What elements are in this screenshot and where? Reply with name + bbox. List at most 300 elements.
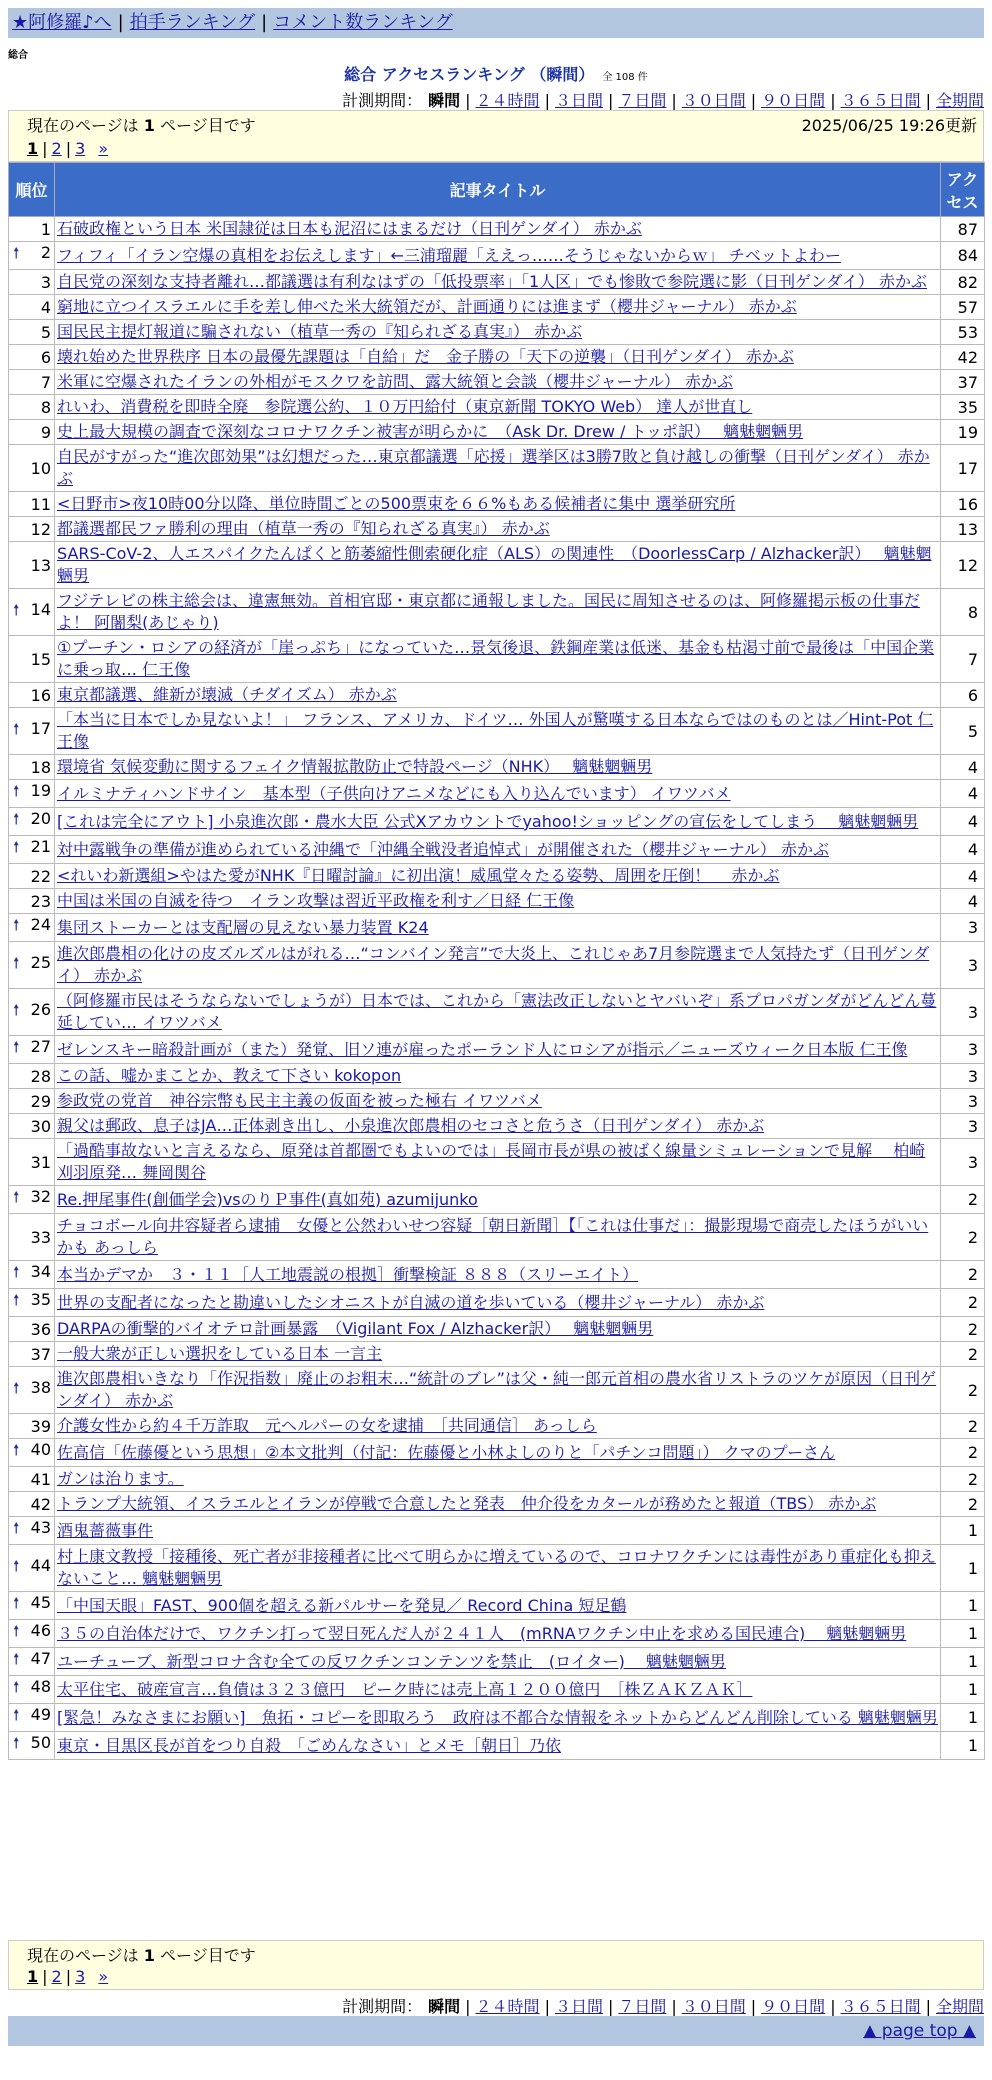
- table-row: [9, 1139, 985, 1186]
- title-cell: [55, 1732, 941, 1760]
- access-count: 57: [941, 295, 985, 320]
- category-label: 総合: [8, 50, 28, 61]
- current-page-number: 1: [27, 139, 39, 158]
- title-cell: [55, 1492, 941, 1517]
- table-row: [9, 914, 985, 942]
- article-link[interactable]: イルミナティハンドサイン 基本型（子供向けアニメなどにも入り込んでいます） イワツバメ: [57, 783, 731, 803]
- article-link[interactable]: Re.押尾事件(創価学会)vsのりＰ事件(真如苑) azumijunko: [57, 1189, 478, 1209]
- title-cell: [55, 1289, 941, 1317]
- arrow-up-icon: 🠕: [13, 1594, 20, 1612]
- rank-number: 8: [40, 397, 51, 417]
- arrow-up-icon: 🠕: [13, 1556, 20, 1575]
- table-row: [9, 1592, 985, 1620]
- access-count: 4: [941, 808, 985, 836]
- title-cell: [55, 989, 941, 1036]
- access-count: 1: [941, 1648, 985, 1676]
- arrow-up-icon: 🠕: [13, 1519, 20, 1537]
- rank-number: 28: [30, 1066, 51, 1086]
- rank-number: 5: [40, 322, 51, 342]
- rank-number: 23: [30, 891, 51, 911]
- clap-ranking-link[interactable]: 拍手ランキング: [129, 12, 256, 33]
- article-link[interactable]: 対中露戦争の準備が進められている沖縄で「沖縄全戦没者追悼式」が開催された（櫻井ジャーナル） 赤かぶ: [57, 839, 829, 859]
- table-row: [9, 1186, 985, 1214]
- title-cell: [55, 445, 941, 492]
- access-count: 1: [941, 1592, 985, 1620]
- title-cell: [55, 395, 941, 420]
- article-link[interactable]: 自民党の深刻な支持者離れ…都議選は有利なはずの「低投票率」「1人区」でも惨敗で参院選に影（日刊ゲンダイ） 赤かぶ: [57, 272, 927, 291]
- title-cell: [55, 1064, 941, 1089]
- rank-cell: [9, 320, 55, 345]
- rank-cell: [9, 270, 55, 295]
- title-cell: [55, 755, 941, 780]
- article-link[interactable]: （阿修羅市民はそうならないでしょうが）日本では、これから「憲法改正しないとヤバいぞ」系プロパガンダがどんどん蔓延してい… イワツバメ: [57, 991, 937, 1032]
- rank-cell: [9, 1186, 55, 1214]
- rank-number: 48: [30, 1677, 51, 1696]
- table-row: [9, 636, 985, 683]
- article-link[interactable]: 酒鬼薔薇事件: [57, 1520, 154, 1540]
- access-count: 3: [941, 914, 985, 942]
- table-row: [9, 780, 985, 808]
- access-count: 3: [941, 1139, 985, 1186]
- access-count: 87: [941, 217, 985, 242]
- article-link[interactable]: 「過酷事故ないと言えるなら、原発は首都圏でもよいのでは」長岡市長が県の被ばく線量シミュレーションで見解 柏崎刈羽原発… 舞岡関谷: [57, 1141, 926, 1182]
- access-count: 82: [941, 270, 985, 295]
- access-count: 3: [941, 1114, 985, 1139]
- rank-cell: [9, 517, 55, 542]
- article-link[interactable]: <日野市>夜10時00分以降、単位時間ごとの500票束を６６%もある候補者に集中 選挙研究所: [57, 494, 736, 513]
- table-row: [9, 836, 985, 864]
- access-count: 2: [941, 1261, 985, 1289]
- table-row: [9, 1492, 985, 1517]
- table-row: [9, 1545, 985, 1592]
- access-count: 4: [941, 836, 985, 864]
- separator: |: [671, 1997, 677, 2016]
- title-cell: [55, 1036, 941, 1064]
- rank-number: 6: [40, 347, 51, 367]
- access-count: 53: [941, 320, 985, 345]
- article-link[interactable]: 佐高信「佐藤優という思想」②本文批判（付記：佐藤優と小林よしのりと「パチンコ問題」） クマのプーさん: [57, 1442, 836, 1462]
- title-cell: [55, 1317, 941, 1342]
- access-count: 2: [941, 1492, 985, 1517]
- rank-cell: [9, 942, 55, 989]
- next-page-link[interactable]: »: [98, 1967, 109, 1986]
- separator: |: [830, 1997, 836, 2016]
- article-link[interactable]: DARPAの衝撃的バイオテロ計画暴露 （Vigilant Fox / Alzhacker訳） 魑魅魍魎男: [57, 1319, 654, 1338]
- rank-cell: [9, 1317, 55, 1342]
- rank-cell: [9, 708, 55, 755]
- access-count: 2: [941, 1289, 985, 1317]
- rank-number: 17: [30, 718, 51, 738]
- current-page-text: 現在のページは 1 ページ目です: [27, 1946, 256, 1965]
- table-row: [9, 1289, 985, 1317]
- rank-number: 13: [30, 555, 51, 575]
- page-link[interactable]: 3: [75, 1967, 86, 1986]
- rank-number: 14: [30, 599, 51, 619]
- article-link[interactable]: れいわ、消費税を即時全廃 参院選公約、１０万円給付（東京新聞 TOKYO Web） 達人が世直し: [57, 397, 753, 416]
- title-cell: [55, 942, 941, 989]
- rank-number: 45: [30, 1593, 51, 1612]
- title-cell: [55, 1414, 941, 1439]
- period-option[interactable]: ３６５日間: [840, 91, 921, 110]
- access-count: 2: [941, 1467, 985, 1492]
- rank-cell: [9, 914, 55, 942]
- title-cell: [55, 1214, 941, 1261]
- page-link[interactable]: 3: [75, 139, 86, 158]
- table-header-row: [9, 163, 985, 217]
- rank-cell: [9, 492, 55, 517]
- period-option[interactable]: ２４時間: [475, 1997, 540, 2016]
- access-count: 2: [941, 1342, 985, 1367]
- table-row: [9, 864, 985, 889]
- ranking-title: 総合 アクセスランキング （瞬間）: [344, 65, 595, 84]
- access-count: 1: [941, 1704, 985, 1732]
- article-link[interactable]: 石破政権という日本 米国隷従は日本も泥沼にはまるだけ（日刊ゲンダイ） 赤かぶ: [57, 219, 642, 238]
- table-row: [9, 989, 985, 1036]
- title-cell: [55, 1139, 941, 1186]
- article-link[interactable]: 東京・目黒区長が首をつり自殺 「ごめんなさい」とメモ［朝日］乃依: [57, 1735, 562, 1755]
- separator: |: [65, 1967, 72, 1986]
- arrow-up-icon: 🠕: [13, 244, 20, 262]
- article-link[interactable]: 世界の支配者になったと勘違いしたシオニストが自滅の道を歩いている（櫻井ジャーナル） 赤かぶ: [57, 1292, 765, 1312]
- period-option[interactable]: ２４時間: [475, 91, 540, 110]
- rank-number: 1: [40, 219, 51, 239]
- page-top-link[interactable]: ▲ page top ▲: [863, 2021, 976, 2041]
- title-cell: [55, 1620, 941, 1648]
- article-link[interactable]: [これは完全にアウト] 小泉進次郎・農水大臣 公式Xアカウントでyahoo!ショッピングの宣伝をしてしまう 魑魅魍魎男: [57, 811, 919, 831]
- article-link[interactable]: 壊れ始めた世界秩序 日本の最優先課題は「自給」だ 金子勝の「天下の逆襲」（日刊ゲンダイ） 赤かぶ: [57, 347, 794, 366]
- article-link[interactable]: 親父は郵政、息子はJA…正体剥き出し、小泉進次郎農相のセコさと危うさ（日刊ゲンダイ） 赤かぶ: [57, 1116, 765, 1135]
- table-row: [9, 1114, 985, 1139]
- rank-number: 21: [30, 837, 51, 856]
- article-link[interactable]: <れいわ新選組>やはた愛がNHK『日曜討論』に初出演！威風堂々たる姿勢、周囲を圧倒！ 赤かぶ: [57, 866, 780, 885]
- rank-number: 25: [30, 952, 51, 972]
- rank-number: 31: [30, 1152, 51, 1172]
- rank-cell: [9, 1261, 55, 1289]
- table-row: [9, 270, 985, 295]
- separator: |: [830, 91, 836, 110]
- separator: |: [117, 12, 124, 33]
- article-link[interactable]: この話、嘘かまことか、教えて下さい kokopon: [57, 1066, 402, 1085]
- rank-number: 29: [30, 1091, 51, 1111]
- rank-cell: [9, 370, 55, 395]
- table-row: [9, 1467, 985, 1492]
- arrow-up-icon: 🠕: [13, 1734, 20, 1752]
- rank-cell: [9, 1704, 55, 1732]
- access-count: 1: [941, 1517, 985, 1545]
- table-row: [9, 242, 985, 270]
- article-link[interactable]: ３５の自治体だけで、ワクチン打って翌日死んだ人が２４１人 (mRNAワクチン中止を求める国民連合) 魑魅魍魎男: [57, 1623, 907, 1643]
- rank-cell: [9, 395, 55, 420]
- rank-number: 39: [30, 1416, 51, 1436]
- period-option[interactable]: ９０日間: [761, 1997, 826, 2016]
- period-option[interactable]: ３０日間: [681, 91, 746, 110]
- period-option[interactable]: ７日間: [618, 91, 667, 110]
- title-cell: [55, 1261, 941, 1289]
- rank-cell: [9, 1139, 55, 1186]
- article-link[interactable]: チョコボール向井容疑者ら逮捕 女優と公然わいせつ容疑［朝日新聞］【「これは仕事だ」：撮影現場で商売したほうがいいかも あっしら: [57, 1216, 929, 1257]
- table-row: [9, 395, 985, 420]
- article-link[interactable]: 国民民主提灯報道に騙されない（植草一秀の『知られざる真実』） 赤かぶ: [57, 322, 583, 341]
- rank-cell: [9, 683, 55, 708]
- arrow-up-icon: 🠕: [13, 1000, 20, 1019]
- title-cell: [55, 808, 941, 836]
- access-count: 8: [941, 589, 985, 636]
- rank-number: 49: [30, 1705, 51, 1724]
- rank-number: 15: [30, 649, 51, 669]
- article-link[interactable]: ゼレンスキー暗殺計画が（また）発覚、旧ソ連が雇ったポーランド人にロシアが指示／ニューズウィーク日本版 仁王像: [57, 1039, 908, 1059]
- article-link[interactable]: 参政党の党首 神谷宗幣も民主主義の仮面を被った極右 イワツバメ: [57, 1091, 542, 1110]
- title-cell: [55, 1439, 941, 1467]
- rank-cell: [9, 1414, 55, 1439]
- table-row: [9, 1342, 985, 1367]
- access-count: 3: [941, 989, 985, 1036]
- table-row: [9, 295, 985, 320]
- title-cell: [55, 217, 941, 242]
- article-link[interactable]: フジテレビの株主総会は、違憲無効。首相官邸・東京都に通報しました。国民に周知させるのは、阿修羅掲示板の仕事だよ！ 阿闍梨(あじゃり): [57, 591, 921, 632]
- page-link[interactable]: 2: [51, 1967, 62, 1986]
- table-row: [9, 1089, 985, 1114]
- rank-number: 44: [30, 1555, 51, 1575]
- article-link[interactable]: 史上最大規模の調査で深刻なコロナワクチン被害が明らかに （Ask Dr. Drew / トッポ訳） 魑魅魍魎男: [57, 422, 804, 441]
- access-count: 12: [941, 542, 985, 589]
- table-row: [9, 420, 985, 445]
- separator: |: [607, 91, 614, 110]
- rank-number: 11: [30, 494, 51, 514]
- article-link[interactable]: ユーチューブ、新型コロナ含む全ての反ワクチンコンテンツを禁止 (ロイター) 魑魅魍魎男: [57, 1651, 726, 1671]
- rank-number: 20: [30, 809, 51, 828]
- access-count: 6: [941, 683, 985, 708]
- table-row: [9, 1317, 985, 1342]
- table-row: [9, 889, 985, 914]
- table-row: [9, 1261, 985, 1289]
- table-row: [9, 1214, 985, 1261]
- table-row: [9, 1704, 985, 1732]
- home-link[interactable]: ★阿修羅♪へ: [12, 12, 112, 33]
- rank-cell: [9, 864, 55, 889]
- table-row: [9, 755, 985, 780]
- title-cell: [55, 1186, 941, 1214]
- table-row: [9, 1648, 985, 1676]
- article-link[interactable]: 進次郎農相の化けの皮ズルズルはがれる…“コンバイン発言”で大炎上、これじゃあ7月参院選まで人気持たず（日刊ゲンダイ） 赤かぶ: [57, 944, 930, 985]
- arrow-up-icon: 🠕: [13, 782, 20, 800]
- rank-cell: [9, 836, 55, 864]
- arrow-up-icon: 🠕: [13, 1291, 20, 1309]
- table-row: [9, 217, 985, 242]
- title-cell: [55, 1648, 941, 1676]
- table-row: [9, 808, 985, 836]
- rank-cell: [9, 542, 55, 589]
- rank-cell: [9, 1467, 55, 1492]
- rank-cell: [9, 1342, 55, 1367]
- table-row: [9, 1620, 985, 1648]
- table-row: [9, 542, 985, 589]
- title-cell: [55, 914, 941, 942]
- next-page-link[interactable]: »: [98, 139, 109, 158]
- article-link[interactable]: 都議選都民ファ勝利の理由（植草一秀の『知られざる真実』） 赤かぶ: [57, 519, 550, 538]
- title-cell: [55, 320, 941, 345]
- article-link[interactable]: 村上康文教授「接種後、死亡者が非接種者に比べて明らかに増えているので、コロナワクチンには毒性があり重症化も抑えないこと… 魑魅魍魎男: [57, 1547, 936, 1588]
- article-link[interactable]: 太平住宅、破産宣言…負債は３２３億円 ピーク時には売上高１２００億円 ［株ＺＡＫＺＡＫ］: [57, 1679, 753, 1699]
- rank-cell: [9, 217, 55, 242]
- rank-number: 10: [30, 458, 51, 478]
- title-cell: [55, 1089, 941, 1114]
- access-count: 5: [941, 708, 985, 755]
- separator: |: [465, 91, 471, 110]
- access-count: 16: [941, 492, 985, 517]
- access-header: アクセス: [941, 163, 985, 217]
- access-count: 37: [941, 370, 985, 395]
- page-link[interactable]: 2: [51, 139, 62, 158]
- access-count: 3: [941, 1036, 985, 1064]
- article-link[interactable]: 窮地に立つイスラエルに手を差し伸べた米大統領だが、計画通りには進まず（櫻井ジャーナル） 赤かぶ: [57, 297, 797, 316]
- article-link[interactable]: 環境省 気候変動に関するフェイク情報拡散防止で特設ページ（NHK） 魑魅魍魎男: [57, 757, 653, 776]
- period-option[interactable]: ３日間: [554, 91, 603, 110]
- separator: |: [750, 1997, 757, 2016]
- period-option[interactable]: ９０日間: [761, 91, 826, 110]
- table-row: [9, 345, 985, 370]
- title-cell: [55, 589, 941, 636]
- article-link[interactable]: 進次郎農相いきなり「作況指数」廃止のお粗末…“統計のブレ”は父・純一郎元首相の農水省リストラのツケが原因（日刊ゲンダイ） 赤かぶ: [57, 1369, 937, 1410]
- rank-cell: [9, 1036, 55, 1064]
- article-link[interactable]: 一般大衆が正しい選択をしている日本 一言主: [57, 1344, 383, 1363]
- rank-cell: [9, 445, 55, 492]
- article-link[interactable]: 介護女性から約４千万詐取 元ヘルパーの女を逮捕 ［共同通信］ あっしら: [57, 1416, 597, 1435]
- rank-header: 順位: [9, 163, 55, 217]
- rank-cell: [9, 345, 55, 370]
- current-page-number: 1: [27, 1967, 39, 1986]
- table-row: [9, 683, 985, 708]
- title-cell: [55, 1517, 941, 1545]
- title-cell: [55, 1545, 941, 1592]
- rank-number: 9: [40, 422, 51, 442]
- title-cell: [55, 889, 941, 914]
- table-row: [9, 1517, 985, 1545]
- arrow-up-icon: 🠕: [13, 1650, 20, 1668]
- access-count: 3: [941, 1089, 985, 1114]
- access-count: 1: [941, 1732, 985, 1760]
- title-cell: [55, 836, 941, 864]
- access-count: 2: [941, 1367, 985, 1414]
- rank-number: 16: [30, 685, 51, 705]
- arrow-up-icon: 🠕: [13, 1038, 20, 1056]
- title-cell: [55, 1704, 941, 1732]
- rank-cell: [9, 889, 55, 914]
- current-page-text: 現在のページは 1 ページ目です: [27, 116, 256, 135]
- article-link[interactable]: SARS-CoV-2、人エスパイクたんぱくと筋萎縮性側索硬化症（ALS）の関連性 （DoorlessCarp / Alzhacker訳） 魑魅魍魎男: [57, 544, 932, 585]
- rank-number: 47: [30, 1649, 51, 1668]
- period-selector-top: [342, 88, 984, 111]
- title-cell: [55, 492, 941, 517]
- title-cell: [55, 1342, 941, 1367]
- rank-number: 19: [30, 781, 51, 800]
- rank-number: 12: [30, 519, 51, 539]
- access-count: 17: [941, 445, 985, 492]
- arrow-up-icon: 🠕: [13, 810, 20, 828]
- table-row: [9, 517, 985, 542]
- article-link[interactable]: 米軍に空爆されたイランの外相がモスクワを訪問、露大統領と会談（櫻井ジャーナル） 赤かぶ: [57, 372, 733, 391]
- article-link[interactable]: [緊急！みなさまにお願い] 魚拓・コピーを即取ろう 政府は不都合な情報をネットからどんどん削除している 魑魅魍魎男: [57, 1707, 938, 1727]
- rank-number: 50: [30, 1733, 51, 1752]
- period-current: 瞬間: [428, 1997, 461, 2016]
- article-link[interactable]: ①プーチン・ロシアの経済が「崖っぷち」になっていた…景気後退、鉄鋼産業は低迷、基金も枯渇寸前で最後は「中国企業に乗っ取… 仁王像: [57, 638, 935, 679]
- access-count: 2: [941, 1414, 985, 1439]
- rank-cell: [9, 1064, 55, 1089]
- article-link[interactable]: フィフィ「イラン空爆の真相をお伝えします」←三浦瑠麗「ええっ……そうじゃないからｗ」 チベットよわー: [57, 245, 841, 265]
- article-link[interactable]: 自民がすがった“進次郎効果”は幻想だった…東京都議選「応援」選挙区は3勝7敗と負け越しの衝撃（日刊ゲンダイ） 赤かぶ: [57, 447, 930, 488]
- article-link[interactable]: トランプ大統領、イスラエルとイランが停戦で合意したと発表 仲介役をカタールが務めたと報道（TBS） 赤かぶ: [57, 1494, 877, 1513]
- rank-number: 27: [30, 1037, 51, 1056]
- period-option[interactable]: 全期間: [935, 91, 984, 110]
- table-row: [9, 370, 985, 395]
- period-option[interactable]: ７日間: [618, 1997, 667, 2016]
- arrow-up-icon: 🠕: [13, 1263, 20, 1281]
- access-count: 7: [941, 636, 985, 683]
- period-label: 計測期間：: [342, 91, 423, 110]
- article-link[interactable]: 本当かデマか ３・１１［人工地震説の根拠］衝撃検証 ８８８（スリーエイト）: [57, 1264, 639, 1284]
- separator: |: [925, 1997, 931, 2016]
- period-option[interactable]: 全期間: [935, 1997, 984, 2016]
- table-row: [9, 492, 985, 517]
- rank-number: 37: [30, 1344, 51, 1364]
- rank-cell: [9, 1592, 55, 1620]
- access-count: 84: [941, 242, 985, 270]
- separator: |: [671, 91, 677, 110]
- rank-number: 43: [30, 1518, 51, 1537]
- article-link[interactable]: 「中国天眼」FAST、900個を超える新パルサーを発見／ Record China 短足鶴: [57, 1595, 627, 1615]
- article-link[interactable]: 中国は米国の自滅を待つ イラン攻撃は習近平政権を利す／日経 仁王像: [57, 891, 575, 910]
- arrow-up-icon: 🠕: [13, 1441, 20, 1459]
- access-count: 35: [941, 395, 985, 420]
- title-cell: [55, 420, 941, 445]
- rank-number: 36: [30, 1319, 51, 1339]
- article-link[interactable]: 集団ストーカーとは支配層の見えない暴力装置 K24: [57, 917, 429, 937]
- period-option[interactable]: ３日間: [554, 1997, 603, 2016]
- separator: |: [925, 91, 931, 110]
- arrow-up-icon: 🠕: [13, 1706, 20, 1724]
- rank-cell: [9, 1439, 55, 1467]
- article-link[interactable]: 「本当に日本でしか見ないよ！」 フランス、アメリカ、ドイツ… 外国人が驚嘆する日本ならではのものとは／Hint-Pot 仁王像: [57, 710, 934, 751]
- period-option[interactable]: ３０日間: [681, 1997, 746, 2016]
- pagination-bottom: [27, 1967, 108, 1986]
- table-row: [9, 589, 985, 636]
- period-label: 計測期間：: [342, 1997, 423, 2016]
- rank-cell: [9, 1517, 55, 1545]
- period-option[interactable]: ３６５日間: [840, 1997, 921, 2016]
- ranking-table: [8, 162, 985, 1760]
- article-link[interactable]: 東京都議選、維新が壊滅（チダイズム） 赤かぶ: [57, 685, 397, 704]
- spacer: [89, 1967, 94, 1986]
- access-count: 42: [941, 345, 985, 370]
- title-cell: [55, 517, 941, 542]
- access-count: 4: [941, 780, 985, 808]
- access-count: 4: [941, 755, 985, 780]
- arrow-up-icon: 🠕: [13, 1678, 20, 1696]
- table-row: [9, 1732, 985, 1760]
- comment-ranking-link[interactable]: コメント数ランキング: [273, 12, 453, 33]
- rank-number: 3: [40, 272, 51, 292]
- separator: |: [65, 139, 72, 158]
- arrow-up-icon: 🠕: [13, 1622, 20, 1640]
- page-title: [0, 62, 992, 85]
- rank-number: 40: [30, 1440, 51, 1459]
- title-cell: [55, 242, 941, 270]
- separator: |: [607, 1997, 614, 2016]
- article-link[interactable]: ガンは治ります。: [57, 1469, 184, 1488]
- title-cell: [55, 683, 941, 708]
- title-cell: [55, 1592, 941, 1620]
- rank-number: 38: [30, 1377, 51, 1397]
- separator: |: [544, 1997, 550, 2016]
